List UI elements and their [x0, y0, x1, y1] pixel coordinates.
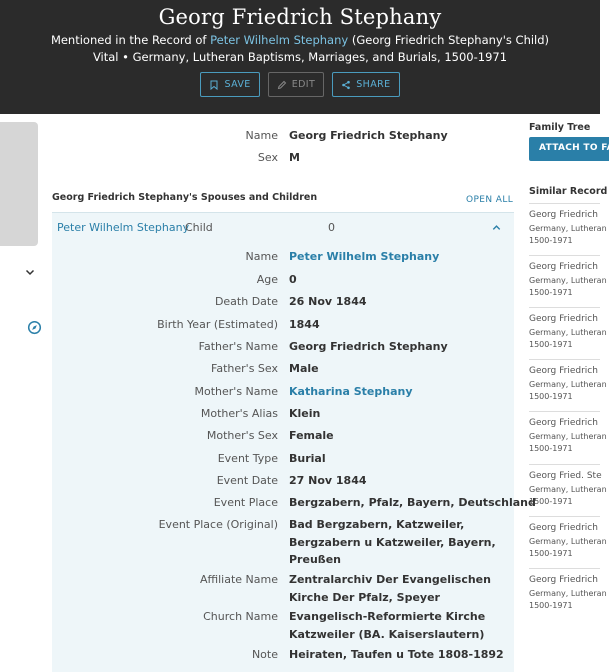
detail-value: 26 Nov 1844	[289, 295, 367, 308]
header-actions	[0, 72, 600, 97]
detail-label: Mother's Alias	[200, 407, 278, 420]
bookmark-icon	[209, 80, 219, 90]
edit-label: EDIT	[291, 79, 316, 90]
similar-record-dates: 1500-1971	[529, 392, 573, 401]
pencil-icon	[277, 80, 287, 90]
mentioned-line	[0, 33, 600, 47]
compass-icon[interactable]	[27, 320, 42, 335]
similar-record-collection: Germany, Lutheran	[529, 224, 607, 233]
open-all-button[interactable]: OPEN ALL	[466, 195, 514, 205]
similar-record-collection: Germany, Lutheran	[529, 537, 607, 546]
detail-label: Event Type	[217, 452, 278, 465]
similar-record-item[interactable]	[529, 307, 607, 359]
spouses-children-title: Georg Friedrich Stephany's Spouses and Children	[52, 192, 318, 203]
similar-record-item[interactable]	[529, 255, 607, 307]
record-header	[0, 0, 600, 114]
left-side-panel[interactable]	[0, 122, 38, 246]
detail-value: Georg Friedrich Stephany	[289, 340, 448, 353]
similar-record-name: Georg Friedrich	[529, 418, 598, 428]
similar-record-name: Georg Friedrich	[529, 314, 598, 324]
page-title: Georg Friedrich Stephany	[158, 5, 442, 29]
similar-record-name: Georg Friedrich	[529, 210, 598, 220]
person-sex-label: Sex	[257, 151, 278, 164]
detail-value: Burial	[289, 452, 326, 465]
similar-record-name: Georg Friedrich	[529, 262, 598, 272]
mentioned-suffix: (Georg Friedrich Stephany's Child)	[351, 33, 550, 47]
similar-record-collection: Germany, Lutheran	[529, 432, 607, 441]
child-age: 0	[328, 221, 335, 234]
chevron-down-icon[interactable]	[24, 266, 36, 278]
similar-record-item[interactable]	[529, 516, 607, 568]
similar-record-name: Georg Friedrich	[529, 523, 598, 533]
detail-value: 0	[289, 273, 297, 286]
detail-label: Age	[256, 273, 278, 286]
detail-label: Event Date	[216, 474, 278, 487]
similar-record-collection: Germany, Lutheran	[529, 589, 607, 598]
detail-label: Note	[251, 648, 278, 661]
detail-label: Affiliate Name	[199, 573, 278, 586]
mentioned-prefix: Mentioned in the Record of	[50, 33, 207, 47]
detail-label: Event Place (Original)	[158, 518, 278, 531]
save-button[interactable]	[200, 72, 259, 97]
similar-record-item[interactable]	[529, 359, 607, 411]
detail-label: Birth Year (Estimated)	[157, 318, 278, 331]
similar-record-collection: Germany, Lutheran	[529, 380, 607, 389]
detail-label: Father's Name	[198, 340, 278, 353]
detail-label: Death Date	[214, 295, 278, 308]
similar-record-name: Georg Fried. Ste	[529, 471, 602, 481]
detail-label: Mother's Sex	[206, 429, 278, 442]
detail-label: Name	[245, 250, 278, 263]
similar-record-item[interactable]	[529, 568, 607, 620]
similar-record-dates: 1500-1971	[529, 236, 573, 245]
detail-mother-link[interactable]: Katharina Stephany	[289, 385, 413, 398]
edit-button[interactable]	[268, 72, 325, 97]
detail-value: Zentralarchiv Der Evangelischen Kirche Der Pfalz, Speyer	[289, 573, 491, 604]
person-name-label: Name	[245, 129, 278, 142]
collection-line: Vital • Germany, Lutheran Baptisms, Marriages, and Burials, 1500-1971	[92, 50, 508, 64]
detail-value: 27 Nov 1844	[289, 474, 367, 487]
similar-record-name: Georg Friedrich	[529, 366, 598, 376]
detail-label: Mother's Name	[194, 385, 278, 398]
detail-name-link[interactable]: Peter Wilhelm Stephany	[289, 250, 440, 263]
similar-record-item[interactable]	[529, 203, 607, 255]
similar-record-name: Georg Friedrich	[529, 575, 598, 585]
share-button[interactable]	[332, 72, 399, 97]
similar-record-dates: 1500-1971	[529, 497, 573, 506]
similar-record-dates: 1500-1971	[529, 340, 573, 349]
similar-record-item[interactable]	[529, 411, 607, 463]
detail-value: Male	[289, 362, 319, 375]
similar-record-collection: Germany, Lutheran	[529, 485, 607, 494]
save-label: SAVE	[224, 79, 251, 90]
attach-to-family-tree-button[interactable]: ATTACH TO FA	[529, 137, 609, 161]
detail-label: Event Place	[213, 496, 278, 509]
similar-record-dates: 1500-1971	[529, 288, 573, 297]
child-relation: Child	[185, 221, 213, 234]
detail-value: Klein	[289, 407, 321, 420]
similar-record-item[interactable]	[529, 464, 607, 516]
mentioned-record-link[interactable]: Peter Wilhelm Stephany	[210, 33, 349, 47]
chevron-up-icon[interactable]	[491, 222, 502, 233]
similar-record-dates: 1500-1971	[529, 601, 573, 610]
similar-record-dates: 1500-1971	[529, 444, 573, 453]
person-name-value: Georg Friedrich Stephany	[289, 129, 448, 142]
similar-record-collection: Germany, Lutheran	[529, 328, 607, 337]
child-name-link[interactable]: Peter Wilhelm Stephany	[57, 221, 190, 234]
family-tree-title: Family Tree	[529, 122, 591, 133]
detail-value: Bad Bergzabern, Katzweiler, Bergzabern u Katzweiler, Bayern, Preußen	[289, 518, 496, 566]
detail-label: Church Name	[203, 610, 278, 623]
detail-value: Bergzabern, Pfalz, Bayern, Deutschland	[289, 496, 536, 509]
share-label: SHARE	[356, 79, 391, 90]
detail-value: 1844	[289, 318, 320, 331]
person-sex-value: M	[289, 151, 300, 164]
detail-label: Father's Sex	[211, 362, 278, 375]
detail-value: Heiraten, Taufen u Tote 1808-1892	[289, 648, 504, 661]
detail-value: Female	[289, 429, 334, 442]
similar-records-title: Similar Record	[529, 186, 608, 197]
share-icon	[341, 80, 351, 90]
similar-record-collection: Germany, Lutheran	[529, 276, 607, 285]
similar-record-dates: 1500-1971	[529, 549, 573, 558]
detail-value: Evangelisch-Reformierte Kirche Katzweiler (BA. Kaiserslautern)	[289, 610, 486, 641]
